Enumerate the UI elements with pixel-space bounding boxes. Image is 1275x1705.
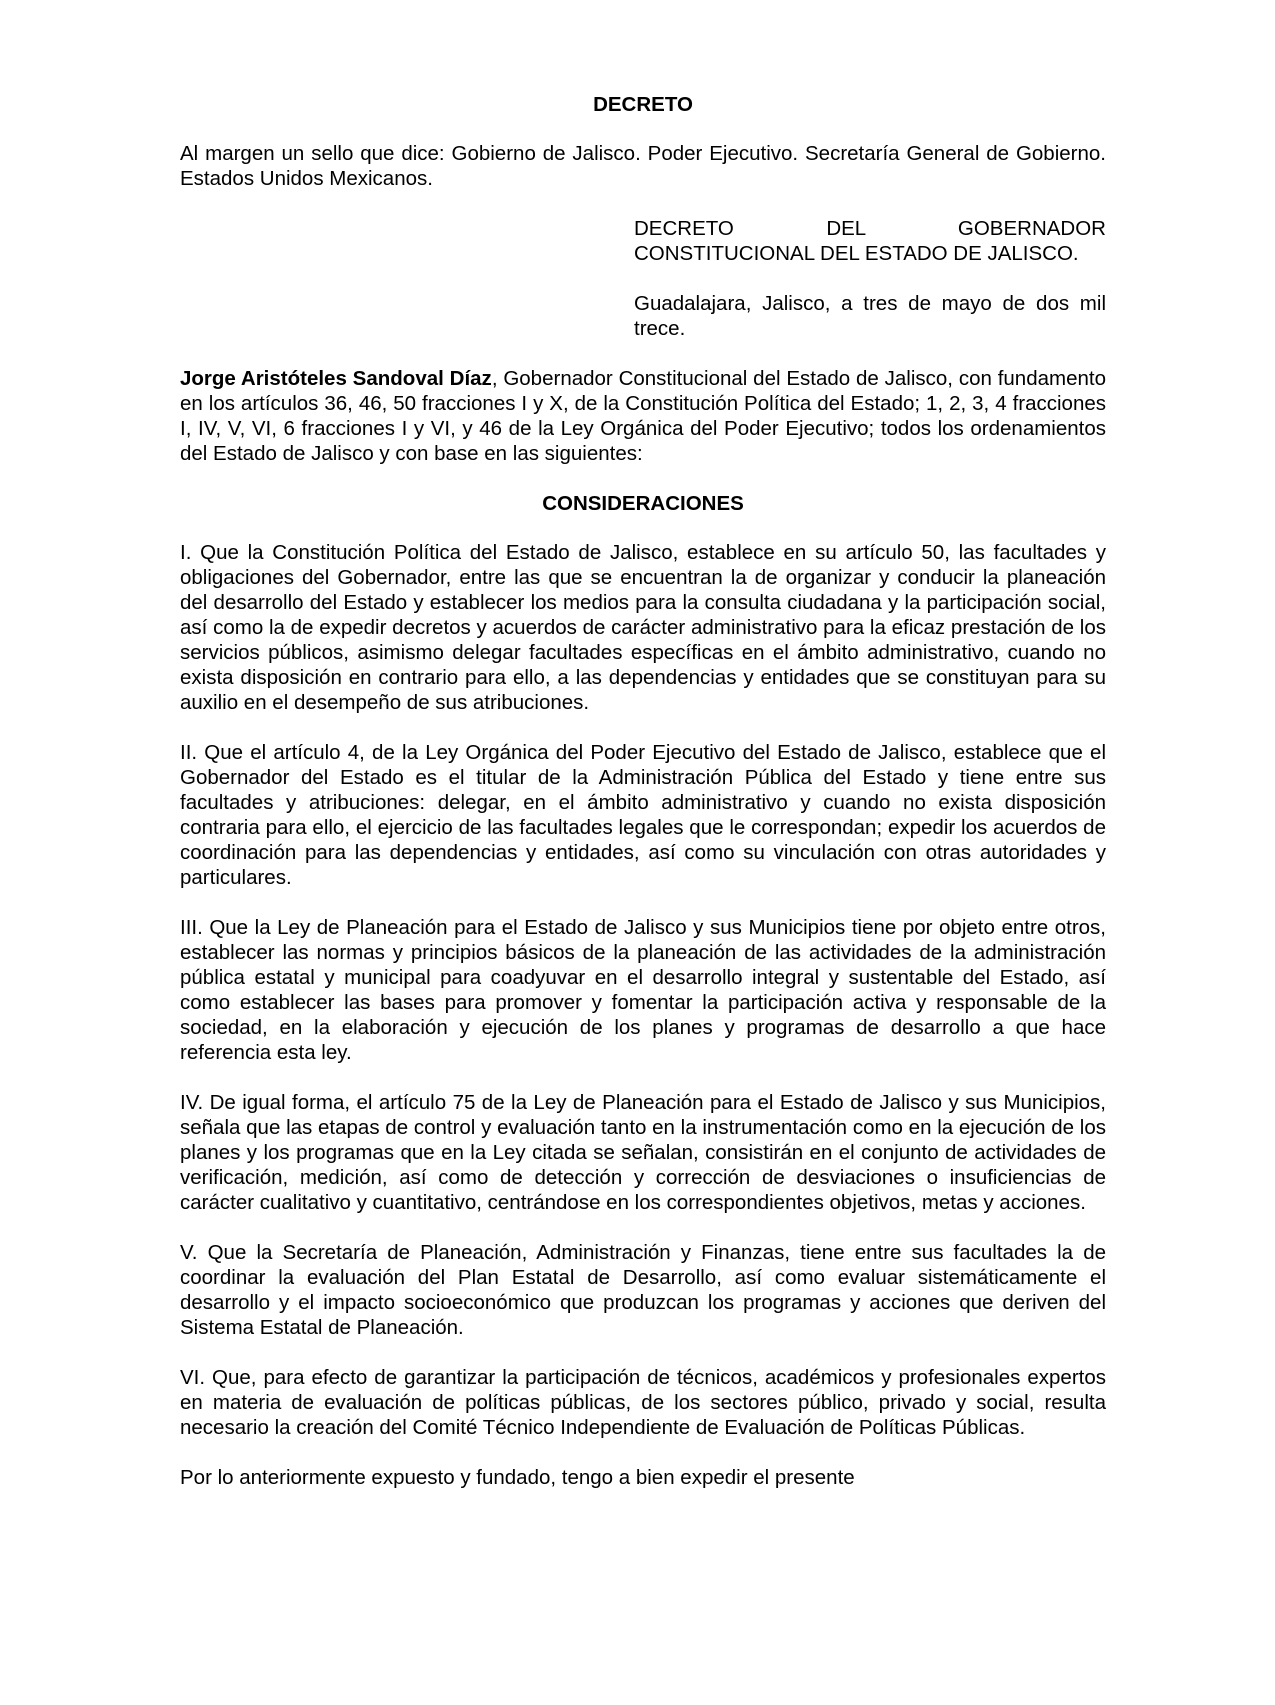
governor-name: Jorge Aristóteles Sandoval Díaz — [180, 367, 492, 390]
preamble-text: , Gobernador Constitucional del Estado de Jalisco, con fundamento en los artículos 36, 46, 50 fracciones I y X, de la Constitución Política del Estado; 1, 2, 3, 4 fracciones I, IV, V, VI, 6 fracciones I y VI, y 46 de la Ley Orgánica del Poder Ejecutivo; todos los ordenamientos del Estado de Jalisco y con base en las siguientes: — [180, 367, 1106, 465]
consideration-paragraph-3: III. Que la Ley de Planeación para el Estado de Jalisco y sus Municipios tiene por objeto entre otros, establecer las normas y principios básicos de la planeación de las actividades de la administración pública estatal y municipal para coadyuvar en el desarrollo integral y sustentable del Estado, así como establecer las bases para promover y fomentar la participación activa y responsable de la sociedad, en la elaboración y ejecución de los planes y programas de desarrollo a que hace referencia esta ley. — [180, 916, 1106, 1064]
closing-paragraph: Por lo anteriormente expuesto y fundado, tengo a bien expedir el presente — [180, 1466, 855, 1489]
decree-header — [634, 216, 1106, 266]
preamble-paragraph — [180, 366, 1106, 466]
document-title: DECRETO — [593, 93, 693, 116]
decree-header-line1: DECRETO DEL GOBERNADOR — [634, 217, 1106, 240]
consideration-paragraph-1: I. Que la Constitución Política del Estado de Jalisco, establece en su artículo 50, las facultades y obligaciones del Gobernador, entre las que se encuentran la de organizar y conducir la planeación del desarrollo del Estado y establecer los medios para la consulta ciudadana y la participación social, así como la de expedir decretos y acuerdos de carácter administrativo para la eficaz prestación de los servicios públicos, asimismo delegar facultades específicas en el ámbito administrativo, cuando no exista disposición en contrario para ello, a las dependencias y entidades que se constituyan para su auxilio en el desempeño de sus atribuciones. — [180, 541, 1106, 714]
document-page — [180, 92, 1106, 1515]
consideration-paragraph-2: II. Que el artículo 4, de la Ley Orgánica del Poder Ejecutivo del Estado de Jalisco, establece que el Gobernador del Estado es el titular de la Administración Pública del Estado y tiene entre sus facultades y atribuciones: delegar, en el ámbito administrativo y cuando no exista disposición contraria para ello, el ejercicio de las facultades legales que le correspondan; expedir los acuerdos de coordinación para las dependencias y entidades, así como su vinculación con otras autoridades y particulares. — [180, 741, 1106, 889]
consideration-paragraph-4: IV. De igual forma, el artículo 75 de la Ley de Planeación para el Estado de Jalisco y sus Municipios, señala que las etapas de control y evaluación tanto en la instrumentación como en la ejecución de los planes y los programas que en la Ley citada se señalan, consistirán en el conjunto de actividades de verificación, medición, así como de detección y corrección de desviaciones o insuficiencias de carácter cualitativo y cuantitativo, centrándose en los correspondientes objetivos, metas y acciones. — [180, 1091, 1106, 1214]
decree-header-block — [634, 216, 1106, 341]
considerations-title: CONSIDERACIONES — [542, 492, 744, 515]
place-date: Guadalajara, Jalisco, a tres de mayo de dos mil trece. — [634, 292, 1106, 340]
seal-paragraph: Al margen un sello que dice: Gobierno de Jalisco. Poder Ejecutivo. Secretaría General de Gobierno. Estados Unidos Mexicanos. — [180, 142, 1106, 190]
consideration-paragraph-5: V. Que la Secretaría de Planeación, Administración y Finanzas, tiene entre sus facultades la de coordinar la evaluación del Plan Estatal de Desarrollo, así como evaluar sistemáticamente el desarrollo y el impacto socioeconómico que produzcan los programas y acciones que deriven del Sistema Estatal de Planeación. — [180, 1241, 1106, 1339]
consideration-paragraph-6: VI. Que, para efecto de garantizar la participación de técnicos, académicos y profesionales expertos en materia de evaluación de políticas públicas, de los sectores público, privado y social, resulta necesario la creación del Comité Técnico Independiente de Evaluación de Políticas Públicas. — [180, 1366, 1106, 1439]
decree-header-line2: CONSTITUCIONAL DEL ESTADO DE JALISCO. — [634, 242, 1079, 265]
